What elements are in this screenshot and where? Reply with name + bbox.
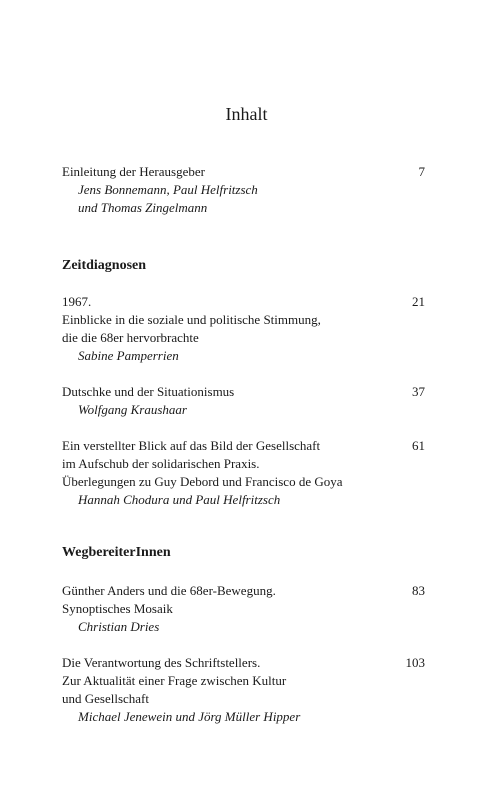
section-heading: Zeitdiagnosen — [62, 258, 147, 273]
entry-title-line: und Gesellschaft — [62, 691, 150, 706]
entry-title-line: Dutschke und der Situationismus — [62, 384, 235, 399]
section-heading: WegbereiterInnen — [62, 545, 171, 560]
entry-title-line: im Aufschub der solidarischen Praxis. — [62, 456, 260, 471]
entry-title-line: 1967. — [62, 294, 92, 309]
entry-author: Jens Bonnemann, Paul Helfritzsch — [78, 182, 258, 197]
toc-entry — [62, 437, 425, 509]
page-number: 21 — [412, 294, 425, 309]
entry-author: Michael Jenewein und Jörg Müller Hipper — [78, 709, 301, 724]
entry-author: Hannah Chodura und Paul Helfritzsch — [78, 492, 281, 507]
toc-entry — [62, 293, 425, 365]
page-number: 37 — [412, 384, 425, 399]
entry-title-line: Einleitung der Herausgeber — [62, 164, 205, 179]
entry-title-line: Einblicke in die soziale und politische Stimmung, — [62, 312, 321, 327]
entry-title-line: Die Verantwortung des Schriftstellers. — [62, 655, 261, 670]
entry-title-line: Überlegungen zu Guy Debord und Francisco de Goya — [62, 474, 343, 489]
entry-title-line: Ein verstellter Blick auf das Bild der Gesellschaft — [62, 438, 321, 453]
page-title: Inhalt — [225, 104, 268, 124]
toc-entry — [62, 582, 425, 636]
toc-entry — [62, 654, 425, 726]
entry-author: Wolfgang Kraushaar — [78, 402, 187, 417]
entry-title-line: die die 68er hervorbrachte — [62, 330, 199, 345]
entry-author: und Thomas Zingelmann — [78, 200, 208, 215]
entry-author: Christian Dries — [78, 619, 160, 634]
page-number: 83 — [412, 583, 425, 598]
entry-title-line: Zur Aktualität einer Frage zwischen Kultur — [62, 673, 287, 688]
page-number: 103 — [405, 655, 425, 670]
page-number: 61 — [412, 438, 425, 453]
entry-author: Sabine Pamperrien — [78, 348, 179, 363]
entry-title-line: Synoptisches Mosaik — [62, 601, 173, 616]
page-number: 7 — [418, 164, 425, 179]
toc-entry — [62, 383, 425, 419]
toc-entry — [62, 163, 425, 217]
entry-title-line: Günther Anders und die 68er-Bewegung. — [62, 583, 276, 598]
